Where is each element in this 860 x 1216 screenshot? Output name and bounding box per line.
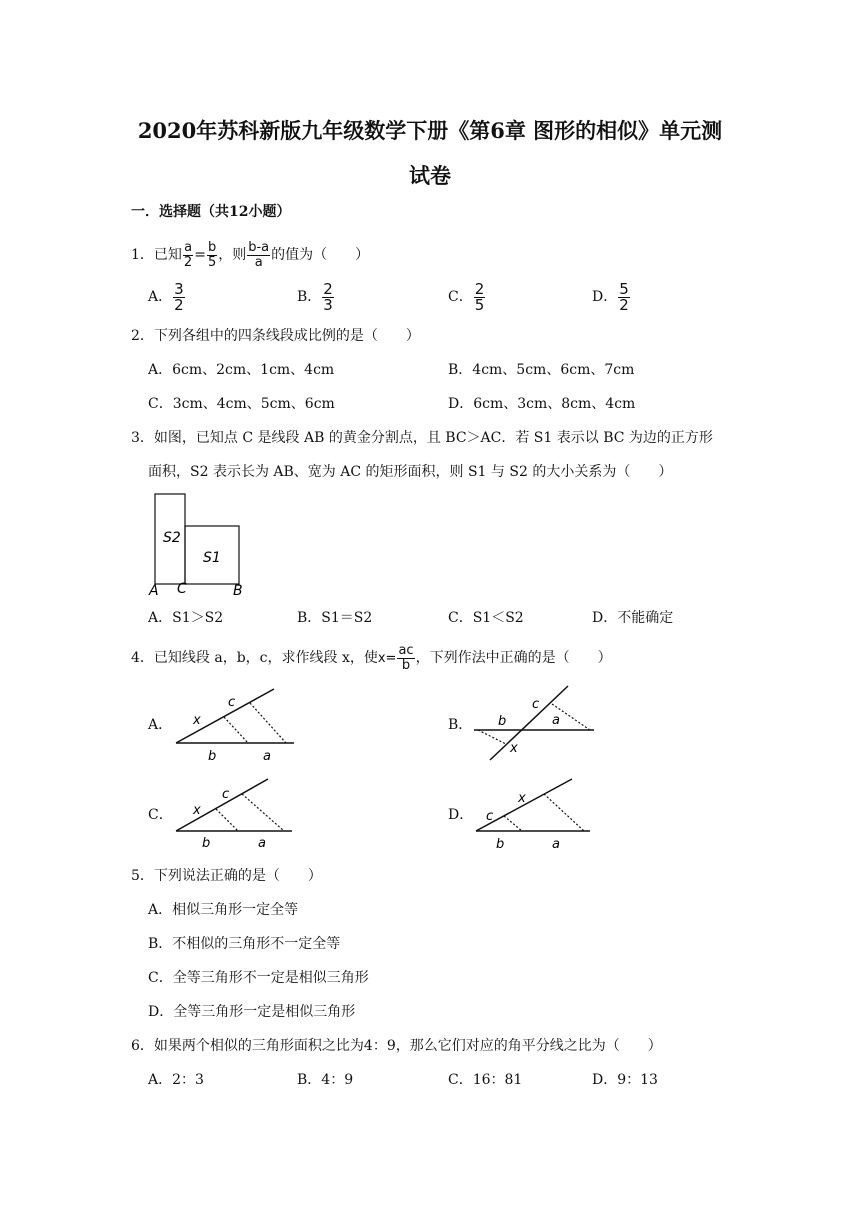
q6-option-b[interactable]: B．4：9 <box>297 1072 354 1088</box>
q2-option-b[interactable]: B．4cm、5cm、6cm、7cm <box>448 362 635 378</box>
question-3-line2: 面积，S2 表示长为 AB、宽为 AC 的矩形面积，则 S1 与 S2 的大小关系为（ ） <box>148 464 673 480</box>
q5-option-a[interactable]: A．相似三角形一定全等 <box>148 902 299 918</box>
question-1-pre: 已知 <box>153 247 182 263</box>
page-title-line1: 2020年苏科新版九年级数学下册《第6章 图形的相似》单元测 <box>137 118 723 143</box>
q4-option-a-label[interactable]: A． <box>148 717 173 733</box>
golden-section-figure <box>145 488 255 600</box>
page-title-line2: 试卷 <box>409 163 451 188</box>
q6-option-a[interactable]: A．2：3 <box>148 1072 204 1088</box>
q4-figure-b[interactable] <box>472 684 597 762</box>
q5-option-c[interactable]: C．全等三角形不一定是相似三角形 <box>148 970 369 986</box>
q3-option-a[interactable]: A．S1＞S2 <box>148 610 224 626</box>
label-s2: S2 <box>163 530 181 546</box>
question-1 <box>131 240 369 270</box>
q2-option-c[interactable]: C．3cm、4cm、5cm、6cm <box>148 396 335 412</box>
q1-option-a[interactable]: A． $\frac{3}{2}$ <box>148 279 184 314</box>
q5-option-b[interactable]: B．不相似的三角形不一定全等 <box>148 936 341 952</box>
question-1-mid: ，则 <box>218 247 247 263</box>
q4-figure-a[interactable] <box>172 686 297 764</box>
question-1-number: 1． <box>131 247 154 263</box>
q2-option-a[interactable]: A．6cm、2cm、1cm、4cm <box>148 362 335 378</box>
svg-text:c: c <box>486 809 494 824</box>
question-6: 6．如果两个相似的三角形面积之比为4：9，那么它们对应的角平分线之比为（ ） <box>131 1038 662 1054</box>
svg-text:c: c <box>222 787 230 802</box>
svg-text:c: c <box>532 697 540 712</box>
label-b: B <box>233 583 243 599</box>
svg-text:x: x <box>193 803 201 818</box>
section-heading: 一．选择题（共12小题） <box>131 204 291 220</box>
q4-option-d-label[interactable]: D． <box>448 807 474 823</box>
question-4-post: ，下列作法中正确的是（ ） <box>415 650 612 666</box>
q4-option-c-label[interactable]: C． <box>148 807 173 823</box>
svg-text:a: a <box>552 837 560 852</box>
svg-text:b: b <box>496 837 505 852</box>
svg-text:x: x <box>518 791 526 806</box>
q4-figure-c[interactable] <box>172 776 297 854</box>
svg-text:a: a <box>258 836 266 851</box>
fraction-ac-over-b: $\frac{ac}{b}$ <box>398 642 414 673</box>
q6-option-d[interactable]: D．9：13 <box>592 1072 658 1088</box>
question-4-pre: 4．已知线段 a，b，c，求作线段 x，使 <box>131 650 378 666</box>
q1-option-c[interactable]: C． $\frac{2}{5}$ <box>448 279 485 314</box>
svg-text:b: b <box>202 836 211 851</box>
svg-text:a: a <box>263 749 271 764</box>
q4-figure-d[interactable] <box>472 776 597 854</box>
q3-option-c[interactable]: C．S1＜S2 <box>448 610 524 626</box>
svg-text:x: x <box>193 713 201 728</box>
svg-text:c: c <box>228 695 236 710</box>
q5-option-d[interactable]: D．全等三角形一定是相似三角形 <box>148 1004 356 1020</box>
svg-text:x: x <box>510 741 518 756</box>
q3-option-d[interactable]: D．不能确定 <box>592 610 674 626</box>
q4-option-b-label[interactable]: B． <box>448 717 473 733</box>
q1-option-d[interactable]: D． $\frac{5}{2}$ <box>592 279 629 314</box>
question-1-post: 的值为（ ） <box>271 247 370 263</box>
equals-sign: = <box>194 247 206 263</box>
label-a: A <box>149 583 159 599</box>
q6-option-c[interactable]: C．16：81 <box>448 1072 523 1088</box>
svg-text:b: b <box>498 714 507 729</box>
question-2: 2．下列各组中的四条线段成比例的是（ ） <box>131 328 420 344</box>
q2-option-d[interactable]: D．6cm、3cm、8cm、4cm <box>448 396 636 412</box>
svg-text:b: b <box>208 749 217 764</box>
fraction-a-over-2: $\frac{a}{2}$ <box>183 239 193 270</box>
svg-text:a: a <box>552 713 560 728</box>
fraction-b-minus-a-over-a: $\frac{b-a}{a}$ <box>248 239 270 270</box>
question-5: 5．下列说法正确的是（ ） <box>131 868 322 884</box>
question-4 <box>131 641 612 675</box>
question-3-line1: 3．如图，已知点 C 是线段 AB 的黄金分割点，且 BC＞AC．若 S1 表示以 BC 为边的正方形 <box>131 430 713 446</box>
q1-option-b[interactable]: B． $\frac{2}{3}$ <box>297 279 333 314</box>
fraction-b-over-5: $\frac{b}{5}$ <box>207 239 217 270</box>
q3-option-b[interactable]: B．S1＝S2 <box>297 610 373 626</box>
label-s1: S1 <box>203 550 221 566</box>
label-c: C <box>177 581 187 597</box>
x-equals: x= <box>377 651 397 666</box>
